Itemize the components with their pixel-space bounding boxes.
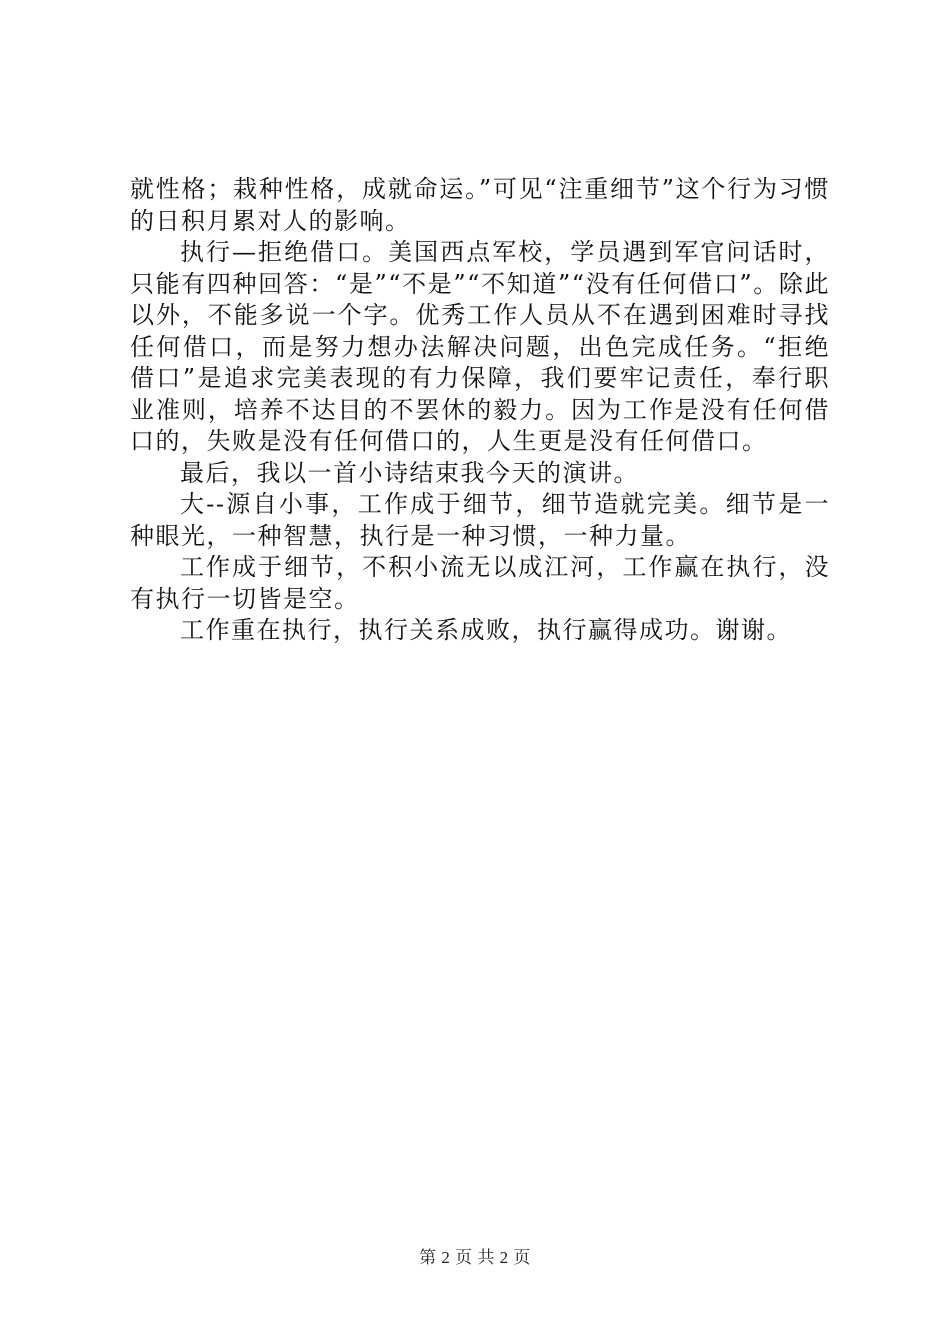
document-body: [130, 174, 830, 647]
page-footer: 第 2 页 共 2 页: [419, 1248, 531, 1267]
paragraph-2: 执行—拒绝借口。美国西点军校，学员遇到军官问话时，只能有四种回答：“是”“不是”“不知道”“没有任何借口”。除此以外，不能多说一个字。优秀工作人员从不在遇到困难时寻找任何借口，而是努力想办法解决问题，出色完成任务。“拒绝借口”是追求完美表现的有力保障，我们要牢记责任，奉行职业准则，培养不达目的不罢休的毅力。因为工作是没有任何借口的，失败是没有任何借口的，人生更是没有任何借口。: [130, 238, 830, 455]
paragraph-5: 工作成于细节，不积小流无以成江河，工作赢在执行，没有执行一切皆是空。: [130, 553, 830, 613]
paragraph-3: 最后，我以一首小诗结束我今天的演讲。: [180, 458, 639, 487]
paragraph-4: 大--源自小事，工作成于细节，细节造就完美。细节是一种眼光，一种智慧，执行是一种习惯，一种力量。: [130, 490, 830, 550]
paragraph-1: 就性格；栽种性格，成就命运。”可见“注重细节”这个行为习惯的日积月累对人的影响。: [130, 175, 830, 235]
paragraph-6: 工作重在执行，执行关系成败，执行赢得成功。谢谢。: [180, 616, 792, 644]
